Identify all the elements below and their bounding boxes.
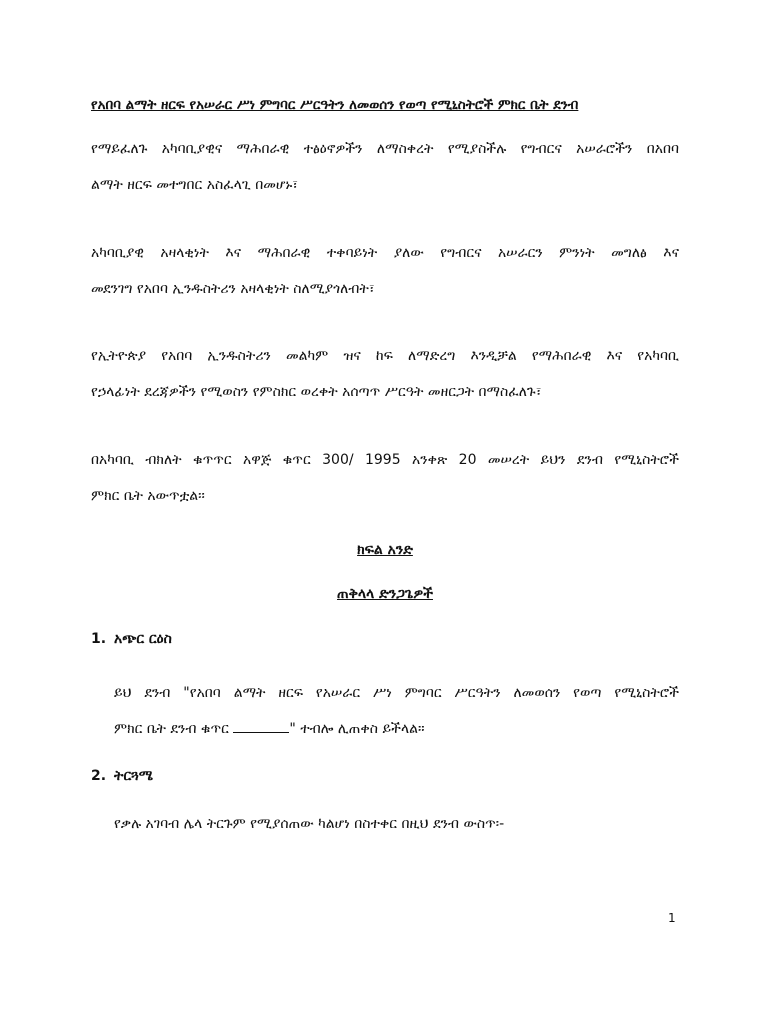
preamble-3-line-2: የኃላፊነት ደረጃዎችን የሚወስን የምስክር ወረቀት አሰጣጥ ሥርዓት መዘርጋት በማስፈለጉ፣ xyxy=(91,384,542,400)
section-2-line-1: የቃሉ አገባብ ሌላ ትርጉም የሚያሰጠው ካልሆነ በስተቀር በዚህ ደንብ ውስጥ፡- xyxy=(114,816,505,832)
section-2-number: 2. xyxy=(91,768,107,784)
section-1-line-2 xyxy=(114,720,679,738)
section-1-line-2-post: " ተብሎ ሊጠቀስ ይችላል። xyxy=(289,721,425,737)
preamble-1-line-1: የማይፈለጉ አካባቢያዊና ማሕበራዊ ተፅዕኖዎችን ለማስቀረት የሚያስችሉ የግብርና አሠራሮችን በአበባ xyxy=(91,141,679,157)
part-heading: ክፍል አንድ xyxy=(357,542,413,558)
section-1-line-2-pre: ምክር ቤት ደንብ ቁጥር xyxy=(114,721,229,737)
document-title: የአበባ ልማት ዘርፍ የአሠራር ሥነ ምግባር ሥርዓትን ለመወሰን የወጣ የሚኒስትሮች ምክር ቤት ደንብ xyxy=(91,97,579,113)
preamble-3-line-1: የኢትዮጵያ የአበባ ኢንዱስትሪን መልካም ዝና ከፍ ለማድረግ እንዲቻል የማሕበራዊ እና የአካባቢ xyxy=(91,348,679,364)
preamble-4-line-2: ምክር ቤት አውጥቷል፡፡ xyxy=(91,488,205,504)
regulation-number-blank xyxy=(233,720,289,733)
preamble-2-line-2: መደንገግ የአበባ ኢንዱስትሪን አዛላቂነት ስለሚያጎለብት፣ xyxy=(91,281,375,297)
section-2-heading: ትርጓሜ xyxy=(114,768,153,784)
section-1-line-1: ይህ ደንብ "የአበባ ልማት ዘርፍ የአሠራር ሥነ ምግባር ሥርዓትን ለመወሰን የወጣ የሚኒስትሮች xyxy=(114,685,679,701)
part-title: ጠቅላላ ድንጋጌዎች xyxy=(337,586,433,602)
page-number: 1 xyxy=(668,911,676,925)
section-1-number: 1. xyxy=(91,631,107,647)
preamble-4-line-1: በአካባቢ ብክለት ቁጥጥር አዋጅ ቁጥር 300/ 1995 አንቀጽ 20 መሠረት ይህን ደንብ የሚኒስትሮች xyxy=(91,452,679,468)
section-1-heading: አጭር ርዕስ xyxy=(114,631,172,647)
preamble-1-line-2: ልማት ዘርፍ መተግበር አስፈላጊ በመሆኑ፣ xyxy=(91,177,298,193)
preamble-2-line-1: አካባቢያዊ አዛላቂነት እና ማሕበራዊ ተቀባይነት ያለው የግብርና አሠራርን ምንነት መግለፅ እና xyxy=(91,245,679,261)
